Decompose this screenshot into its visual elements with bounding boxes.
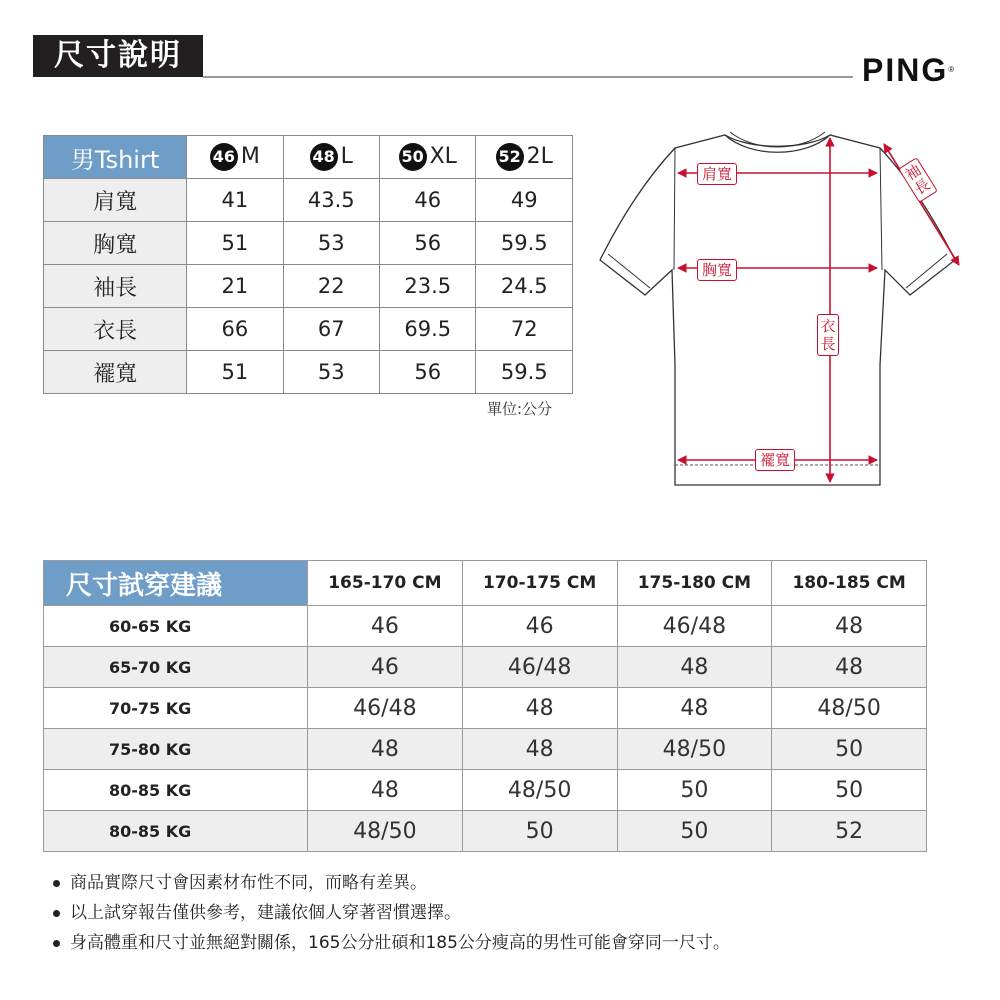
size-table-row bbox=[44, 308, 573, 351]
measurement-label: 襬寬 bbox=[44, 351, 187, 394]
note-item: 身高體重和尺寸並無絕對關係，165公分壯碩和185公分瘦高的男性可能會穿同一尺寸。 bbox=[50, 928, 730, 958]
fit-table-row bbox=[44, 647, 927, 688]
fit-table-header-row bbox=[44, 561, 927, 606]
unit-note: 單位:公分 bbox=[487, 400, 553, 418]
length-label: 衣長 bbox=[817, 314, 839, 356]
height-header: 175-180 CM bbox=[617, 561, 772, 606]
weight-label: 75-80 KG bbox=[44, 729, 308, 770]
fit-size: 46/48 bbox=[308, 688, 463, 729]
fit-table-row bbox=[44, 606, 927, 647]
weight-label: 70-75 KG bbox=[44, 688, 308, 729]
weight-label: 80-85 KG bbox=[44, 811, 308, 852]
size-number-badge: 48 bbox=[310, 143, 338, 171]
weight-label: 65-70 KG bbox=[44, 647, 308, 688]
header-divider bbox=[203, 76, 853, 78]
measurement-value: 59.5 bbox=[476, 351, 573, 394]
measurement-value: 72 bbox=[476, 308, 573, 351]
measurement-value: 69.5 bbox=[380, 308, 476, 351]
fit-size: 48/50 bbox=[462, 770, 617, 811]
fit-size: 46/48 bbox=[617, 606, 772, 647]
measurement-value: 56 bbox=[380, 222, 476, 265]
sleeve-label: 袖長 bbox=[898, 157, 938, 203]
chest-label: 胸寬 bbox=[697, 259, 737, 281]
weight-label: 80-85 KG bbox=[44, 770, 308, 811]
brand-logo bbox=[862, 54, 954, 86]
fit-table-row bbox=[44, 729, 927, 770]
size-number-badge: 46 bbox=[210, 143, 238, 171]
fit-size: 48/50 bbox=[772, 688, 927, 729]
brand-name: PING bbox=[862, 52, 949, 88]
size-number-badge: 52 bbox=[496, 143, 524, 171]
size-column-header bbox=[187, 136, 283, 179]
measurement-value: 43.5 bbox=[283, 179, 379, 222]
size-table-row bbox=[44, 179, 573, 222]
fit-size: 50 bbox=[462, 811, 617, 852]
fit-size: 48 bbox=[462, 688, 617, 729]
height-header: 165-170 CM bbox=[308, 561, 463, 606]
fit-table-row bbox=[44, 688, 927, 729]
fit-size: 52 bbox=[772, 811, 927, 852]
measurement-value: 59.5 bbox=[476, 222, 573, 265]
fit-table-row bbox=[44, 811, 927, 852]
fit-size: 48 bbox=[308, 770, 463, 811]
fit-size: 46 bbox=[462, 606, 617, 647]
fit-table bbox=[43, 560, 927, 852]
measurement-label: 胸寬 bbox=[44, 222, 187, 265]
size-column-header bbox=[476, 136, 573, 179]
fit-size: 48 bbox=[308, 729, 463, 770]
size-letter: 2L bbox=[526, 144, 553, 169]
measurement-label: 衣長 bbox=[44, 308, 187, 351]
size-column-header bbox=[283, 136, 379, 179]
fit-size: 46 bbox=[308, 606, 463, 647]
fit-size: 46/48 bbox=[462, 647, 617, 688]
measurement-value: 41 bbox=[187, 179, 283, 222]
size-table-row bbox=[44, 222, 573, 265]
size-letter: M bbox=[240, 144, 260, 169]
size-letter: XL bbox=[429, 144, 457, 169]
fit-size: 50 bbox=[617, 770, 772, 811]
fit-table-corner: 尺寸試穿建議 bbox=[44, 561, 308, 606]
registered-mark: ® bbox=[948, 65, 955, 74]
fit-size: 48 bbox=[462, 729, 617, 770]
measurement-value: 56 bbox=[380, 351, 476, 394]
fit-size: 48 bbox=[772, 606, 927, 647]
fit-table-row bbox=[44, 770, 927, 811]
fit-size: 46 bbox=[308, 647, 463, 688]
fit-size: 48 bbox=[617, 688, 772, 729]
measurement-value: 49 bbox=[476, 179, 573, 222]
measurement-value: 24.5 bbox=[476, 265, 573, 308]
shoulder-label: 肩寬 bbox=[697, 163, 737, 185]
size-letter: L bbox=[340, 144, 353, 169]
size-table-corner: 男Tshirt bbox=[44, 136, 187, 179]
measurement-value: 22 bbox=[283, 265, 379, 308]
note-item: 以上試穿報告僅供參考，建議依個人穿著習慣選擇。 bbox=[50, 898, 730, 928]
measurement-value: 23.5 bbox=[380, 265, 476, 308]
measurement-value: 51 bbox=[187, 351, 283, 394]
measurement-label: 袖長 bbox=[44, 265, 187, 308]
fit-size: 48 bbox=[772, 647, 927, 688]
notes-list bbox=[50, 868, 730, 958]
measurement-value: 67 bbox=[283, 308, 379, 351]
measurement-value: 21 bbox=[187, 265, 283, 308]
fit-size: 50 bbox=[772, 729, 927, 770]
fit-size: 48/50 bbox=[617, 729, 772, 770]
height-header: 170-175 CM bbox=[462, 561, 617, 606]
fit-size: 48/50 bbox=[308, 811, 463, 852]
fit-size: 50 bbox=[617, 811, 772, 852]
weight-label: 60-65 KG bbox=[44, 606, 308, 647]
height-header: 180-185 CM bbox=[772, 561, 927, 606]
size-table-header-row bbox=[44, 136, 573, 179]
note-item: 商品實際尺寸會因素材布性不同，而略有差異。 bbox=[50, 868, 730, 898]
size-table-row bbox=[44, 351, 573, 394]
measurement-value: 53 bbox=[283, 351, 379, 394]
page-title: 尺寸說明 bbox=[33, 35, 203, 77]
measurement-value: 51 bbox=[187, 222, 283, 265]
fit-size: 50 bbox=[772, 770, 927, 811]
fit-size: 48 bbox=[617, 647, 772, 688]
size-column-header bbox=[380, 136, 476, 179]
size-number-badge: 50 bbox=[399, 143, 427, 171]
measurement-value: 53 bbox=[283, 222, 379, 265]
measurement-label: 肩寬 bbox=[44, 179, 187, 222]
hem-label: 襬寬 bbox=[755, 449, 795, 471]
size-table-row bbox=[44, 265, 573, 308]
measurement-value: 46 bbox=[380, 179, 476, 222]
size-table bbox=[43, 135, 573, 394]
measurement-value: 66 bbox=[187, 308, 283, 351]
tshirt-outline bbox=[600, 135, 955, 485]
